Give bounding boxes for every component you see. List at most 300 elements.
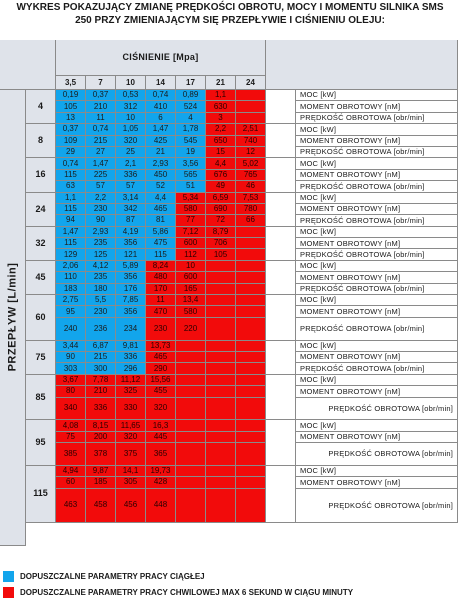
cell-95-21-2 [206, 443, 236, 466]
cell-85-14-1: 455 [146, 386, 176, 397]
cell-32-7-2: 125 [86, 249, 116, 260]
cell-45-14-0: 8,24 [146, 261, 176, 272]
cell-24-7-0: 2,2 [86, 193, 116, 204]
cell-32-24-1 [236, 238, 266, 249]
cell-75-3,5-0: 3,44 [56, 341, 86, 352]
cell-4-17-1: 524 [176, 101, 206, 112]
cell-60-3,5-0: 2,75 [56, 295, 86, 306]
cell-75-10-0: 9,81 [116, 341, 146, 352]
flow-value-24: 24 [26, 193, 56, 227]
cell-24-14-2: 81 [146, 215, 176, 226]
legend-red-swatch [3, 587, 14, 598]
cell-95-17-1 [176, 432, 206, 443]
cell-45-17-0: 10 [176, 261, 206, 272]
param-label-16-1: MOMENT OBROTOWY [nM] [296, 170, 458, 181]
cell-85-10-1: 325 [116, 386, 146, 397]
cell-16-24-1: 765 [236, 170, 266, 181]
cell-8-10-0: 1,05 [116, 124, 146, 135]
cell-45-21-2 [206, 284, 236, 295]
title-line-1: WYKRES POKAZUJĄCY ZMIANĘ PRĘDKOŚCI OBROTU, MOCY I MOMENTU SILNIKA SMS [16, 2, 444, 13]
cell-32-17-1: 600 [176, 238, 206, 249]
param-label-95-1: MOMENT OBROTOWY [nM] [296, 432, 458, 443]
title-line-2: 250 PRZY ZMIENIAJĄCYM SIĘ PRZEPŁYWIE I CIŚNIENIU OLEJU: [75, 14, 385, 26]
cell-32-21-0: 8,79 [206, 227, 236, 238]
spacer-60 [266, 295, 296, 341]
flow-value-75: 75 [26, 341, 56, 375]
cell-24-21-0: 6,59 [206, 193, 236, 204]
cell-4-17-0: 0,89 [176, 90, 206, 101]
cell-16-21-1: 676 [206, 170, 236, 181]
cell-16-7-0: 1,47 [86, 158, 116, 169]
cell-32-24-0 [236, 227, 266, 238]
param-label-45-1: MOMENT OBROTOWY [nM] [296, 272, 458, 283]
cell-45-3,5-2: 183 [56, 284, 86, 295]
cell-95-10-1: 320 [116, 432, 146, 443]
param-label-16-0: MOC [kW] [296, 158, 458, 169]
pressure-7: 24 [236, 76, 266, 90]
cell-60-7-2: 236 [86, 318, 116, 341]
cell-8-14-0: 1,47 [146, 124, 176, 135]
param-label-16-2: PRĘDKOŚĆ OBROTOWA [obr/min] [296, 181, 458, 192]
cell-85-14-2: 320 [146, 398, 176, 421]
cell-24-21-1: 690 [206, 204, 236, 215]
param-label-8-1: MOMENT OBROTOWY [nM] [296, 136, 458, 147]
chart-title [0, 0, 460, 40]
cell-85-24-2 [236, 398, 266, 421]
cell-75-14-2: 290 [146, 363, 176, 374]
cell-95-3,5-0: 4,08 [56, 420, 86, 431]
cell-115-24-0 [236, 466, 266, 477]
cell-4-10-1: 312 [116, 101, 146, 112]
cell-45-7-0: 4,12 [86, 261, 116, 272]
spacer-95 [266, 420, 296, 466]
cell-8-10-2: 25 [116, 147, 146, 158]
cell-60-17-2: 220 [176, 318, 206, 341]
cell-8-3,5-2: 29 [56, 147, 86, 158]
cell-60-24-2 [236, 318, 266, 341]
cell-8-24-1: 740 [236, 136, 266, 147]
cell-115-3,5-1: 60 [56, 477, 86, 488]
cell-60-14-0: 11 [146, 295, 176, 306]
cell-4-3,5-2: 13 [56, 113, 86, 124]
cell-8-7-2: 27 [86, 147, 116, 158]
cell-115-17-0 [176, 466, 206, 477]
param-label-4-2: PRĘDKOŚĆ OBROTOWA [obr/min] [296, 113, 458, 124]
cell-85-17-2 [176, 398, 206, 421]
cell-24-10-1: 342 [116, 204, 146, 215]
cell-4-24-2 [236, 113, 266, 124]
cell-45-10-1: 356 [116, 272, 146, 283]
cell-16-17-0: 3,56 [176, 158, 206, 169]
cell-85-10-2: 330 [116, 398, 146, 421]
spacer-85 [266, 375, 296, 421]
param-label-60-0: MOC [kW] [296, 295, 458, 306]
cell-75-14-0: 13,73 [146, 341, 176, 352]
cell-75-21-2 [206, 363, 236, 374]
cell-60-24-0 [236, 295, 266, 306]
flow-value-8: 8 [26, 124, 56, 158]
cell-24-10-2: 87 [116, 215, 146, 226]
cell-75-10-1: 336 [116, 352, 146, 363]
flow-value-45: 45 [26, 261, 56, 295]
cell-32-14-0: 5,86 [146, 227, 176, 238]
legend-red-text: DOPUSZCZALNE PARAMETRY PRACY CHWILOWEJ MAX 6 SEKUND W CIĄGU MINUTY [20, 587, 354, 597]
cell-24-3,5-1: 115 [56, 204, 86, 215]
cell-85-3,5-2: 340 [56, 398, 86, 421]
cell-4-7-1: 210 [86, 101, 116, 112]
pressure-1: 3,5 [56, 76, 86, 90]
param-label-85-1: MOMENT OBROTOWY [nM] [296, 386, 458, 397]
cell-8-7-0: 0,74 [86, 124, 116, 135]
cell-32-14-2: 115 [146, 249, 176, 260]
cell-95-14-2: 365 [146, 443, 176, 466]
cell-32-7-1: 235 [86, 238, 116, 249]
cell-75-10-2: 296 [116, 363, 146, 374]
cell-95-24-2 [236, 443, 266, 466]
cell-32-10-0: 4,19 [116, 227, 146, 238]
cell-24-3,5-2: 94 [56, 215, 86, 226]
cell-24-24-1: 780 [236, 204, 266, 215]
spacer-4 [266, 90, 296, 124]
cell-115-7-1: 185 [86, 477, 116, 488]
legend-blue-swatch [3, 571, 14, 582]
cell-115-3,5-0: 4,94 [56, 466, 86, 477]
cell-8-14-2: 21 [146, 147, 176, 158]
cell-8-7-1: 215 [86, 136, 116, 147]
cell-32-21-1: 706 [206, 238, 236, 249]
cell-16-10-0: 2,1 [116, 158, 146, 169]
cell-45-3,5-0: 2,06 [56, 261, 86, 272]
cell-8-21-1: 650 [206, 136, 236, 147]
param-label-115-2: PRĘDKOŚĆ OBROTOWA [obr/min] [296, 489, 458, 523]
cell-16-7-1: 225 [86, 170, 116, 181]
cell-16-14-0: 2,93 [146, 158, 176, 169]
cell-45-24-2 [236, 284, 266, 295]
cell-95-7-1: 200 [86, 432, 116, 443]
param-label-60-2: PRĘDKOŚĆ OBROTOWA [obr/min] [296, 318, 458, 341]
cell-16-10-2: 57 [116, 181, 146, 192]
cell-45-14-2: 170 [146, 284, 176, 295]
cell-85-17-0 [176, 375, 206, 386]
cell-95-7-2: 378 [86, 443, 116, 466]
cell-16-3,5-0: 0,74 [56, 158, 86, 169]
flow-value-16: 16 [26, 158, 56, 192]
cell-60-17-1: 580 [176, 306, 206, 317]
cell-4-24-1 [236, 101, 266, 112]
param-label-4-0: MOC [kW] [296, 90, 458, 101]
cell-85-7-0: 7,78 [86, 375, 116, 386]
cell-115-14-2: 448 [146, 489, 176, 523]
cell-75-7-0: 6,87 [86, 341, 116, 352]
cell-16-14-2: 52 [146, 181, 176, 192]
cell-85-3,5-0: 3,67 [56, 375, 86, 386]
param-label-24-0: MOC [kW] [296, 193, 458, 204]
cell-60-14-1: 470 [146, 306, 176, 317]
cell-32-24-2 [236, 249, 266, 260]
cell-24-7-1: 230 [86, 204, 116, 215]
param-label-32-2: PRĘDKOŚĆ OBROTOWA [obr/min] [296, 249, 458, 260]
param-label-8-2: PRĘDKOŚĆ OBROTOWA [obr/min] [296, 147, 458, 158]
cell-95-10-2: 375 [116, 443, 146, 466]
cell-75-21-0 [206, 341, 236, 352]
param-label-75-0: MOC [kW] [296, 341, 458, 352]
cell-4-21-2: 3 [206, 113, 236, 124]
cell-115-10-1: 305 [116, 477, 146, 488]
cell-8-21-0: 2,2 [206, 124, 236, 135]
flow-value-32: 32 [26, 227, 56, 261]
cell-45-10-2: 176 [116, 284, 146, 295]
cell-4-14-1: 410 [146, 101, 176, 112]
cell-115-24-1 [236, 477, 266, 488]
flow-value-115: 115 [26, 466, 56, 523]
cell-95-24-0 [236, 420, 266, 431]
cell-85-21-1 [206, 386, 236, 397]
cell-95-17-0 [176, 420, 206, 431]
cell-85-24-0 [236, 375, 266, 386]
cell-16-21-2: 49 [206, 181, 236, 192]
cell-45-24-1 [236, 272, 266, 283]
cell-24-24-0: 7,53 [236, 193, 266, 204]
pressure-2: 7 [86, 76, 116, 90]
cell-60-10-2: 234 [116, 318, 146, 341]
cell-85-3,5-1: 80 [56, 386, 86, 397]
cell-115-14-0: 19,73 [146, 466, 176, 477]
param-label-24-1: MOMENT OBROTOWY [nM] [296, 204, 458, 215]
cell-4-24-0 [236, 90, 266, 101]
cell-85-14-0: 15,56 [146, 375, 176, 386]
spacer-8 [266, 124, 296, 158]
cell-8-14-1: 425 [146, 136, 176, 147]
param-label-95-0: MOC [kW] [296, 420, 458, 431]
cell-8-17-1: 545 [176, 136, 206, 147]
cell-16-17-1: 565 [176, 170, 206, 181]
param-label-85-2: PRĘDKOŚĆ OBROTOWA [obr/min] [296, 398, 458, 421]
cell-60-7-1: 230 [86, 306, 116, 317]
cell-32-7-0: 2,93 [86, 227, 116, 238]
cell-115-21-1 [206, 477, 236, 488]
cell-60-21-0 [206, 295, 236, 306]
cell-32-3,5-2: 129 [56, 249, 86, 260]
flow-value-60: 60 [26, 295, 56, 341]
param-label-32-1: MOMENT OBROTOWY [nM] [296, 238, 458, 249]
param-label-24-2: PRĘDKOŚĆ OBROTOWA [obr/min] [296, 215, 458, 226]
cell-16-14-1: 450 [146, 170, 176, 181]
cell-24-14-0: 4,4 [146, 193, 176, 204]
cell-8-24-0: 2,51 [236, 124, 266, 135]
param-label-4-1: MOMENT OBROTOWY [nM] [296, 101, 458, 112]
cell-45-10-0: 5,89 [116, 261, 146, 272]
param-label-115-0: MOC [kW] [296, 466, 458, 477]
cell-95-10-0: 11,65 [116, 420, 146, 431]
cell-75-7-1: 215 [86, 352, 116, 363]
spacer-115 [266, 466, 296, 523]
cell-4-7-2: 11 [86, 113, 116, 124]
cell-60-3,5-2: 240 [56, 318, 86, 341]
cell-85-7-2: 336 [86, 398, 116, 421]
spacer-75 [266, 341, 296, 375]
cell-95-24-1 [236, 432, 266, 443]
cell-115-21-0 [206, 466, 236, 477]
cell-24-17-0: 5,34 [176, 193, 206, 204]
param-label-85-0: MOC [kW] [296, 375, 458, 386]
cell-115-24-2 [236, 489, 266, 523]
legend-blue-text: DOPUSZCZALNE PARAMETRY PRACY CIĄGŁEJ [20, 571, 205, 581]
param-label-75-1: MOMENT OBROTOWY [nM] [296, 352, 458, 363]
cell-95-3,5-1: 75 [56, 432, 86, 443]
cell-45-24-0 [236, 261, 266, 272]
param-header-corner [266, 40, 458, 90]
cell-24-7-2: 90 [86, 215, 116, 226]
cell-85-10-0: 11,12 [116, 375, 146, 386]
cell-75-17-2 [176, 363, 206, 374]
cell-115-14-1: 428 [146, 477, 176, 488]
cell-95-21-0 [206, 420, 236, 431]
flow-axis-label [0, 90, 26, 546]
cell-4-10-2: 10 [116, 113, 146, 124]
cell-75-24-1 [236, 352, 266, 363]
cell-4-21-0: 1,1 [206, 90, 236, 101]
cell-60-21-2 [206, 318, 236, 341]
cell-115-10-2: 456 [116, 489, 146, 523]
flow-value-95: 95 [26, 420, 56, 466]
cell-45-3,5-1: 110 [56, 272, 86, 283]
header-corner [0, 40, 56, 90]
cell-75-17-0 [176, 341, 206, 352]
cell-24-17-2: 77 [176, 215, 206, 226]
cell-4-14-0: 0,74 [146, 90, 176, 101]
cell-24-14-1: 465 [146, 204, 176, 215]
cell-4-10-0: 0,53 [116, 90, 146, 101]
cell-8-10-1: 320 [116, 136, 146, 147]
cell-95-14-0: 16,3 [146, 420, 176, 431]
cell-60-7-0: 5,5 [86, 295, 116, 306]
param-label-60-1: MOMENT OBROTOWY [nM] [296, 306, 458, 317]
cell-85-17-1 [176, 386, 206, 397]
param-label-45-2: PRĘDKOŚĆ OBROTOWA [obr/min] [296, 284, 458, 295]
cell-115-3,5-2: 463 [56, 489, 86, 523]
legend-continuous [0, 568, 460, 584]
cell-16-17-2: 51 [176, 181, 206, 192]
cell-45-21-0 [206, 261, 236, 272]
cell-32-17-2: 112 [176, 249, 206, 260]
cell-24-3,5-0: 1,1 [56, 193, 86, 204]
cell-45-7-2: 180 [86, 284, 116, 295]
param-label-115-1: MOMENT OBROTOWY [nM] [296, 477, 458, 488]
cell-115-10-0: 14,1 [116, 466, 146, 477]
pressure-6: 21 [206, 76, 236, 90]
cell-4-21-1: 630 [206, 101, 236, 112]
cell-95-3,5-2: 385 [56, 443, 86, 466]
cell-4-14-2: 6 [146, 113, 176, 124]
cell-95-14-1: 445 [146, 432, 176, 443]
cell-45-21-1 [206, 272, 236, 283]
cell-60-10-1: 356 [116, 306, 146, 317]
cell-4-3,5-0: 0,19 [56, 90, 86, 101]
cell-75-24-0 [236, 341, 266, 352]
cell-32-10-1: 356 [116, 238, 146, 249]
cell-16-24-0: 5,02 [236, 158, 266, 169]
cell-32-14-1: 475 [146, 238, 176, 249]
cell-8-17-0: 1,78 [176, 124, 206, 135]
cell-75-14-1: 465 [146, 352, 176, 363]
cell-4-3,5-1: 105 [56, 101, 86, 112]
pressure-header: CIŚNIENIE [Mpa] [56, 40, 266, 76]
cell-115-7-0: 9,87 [86, 466, 116, 477]
cell-8-3,5-1: 109 [56, 136, 86, 147]
cell-32-3,5-0: 1,47 [56, 227, 86, 238]
cell-4-7-0: 0,37 [86, 90, 116, 101]
cell-8-3,5-0: 0,37 [56, 124, 86, 135]
cell-95-21-1 [206, 432, 236, 443]
pressure-5: 17 [176, 76, 206, 90]
cell-16-24-2: 46 [236, 181, 266, 192]
cell-16-3,5-1: 115 [56, 170, 86, 181]
cell-16-7-2: 57 [86, 181, 116, 192]
cell-32-17-0: 7,12 [176, 227, 206, 238]
legend-intermittent [0, 584, 460, 600]
param-label-45-0: MOC [kW] [296, 261, 458, 272]
cell-115-17-1 [176, 477, 206, 488]
cell-24-17-1: 580 [176, 204, 206, 215]
cell-45-14-1: 480 [146, 272, 176, 283]
cell-85-24-1 [236, 386, 266, 397]
cell-75-24-2 [236, 363, 266, 374]
flow-axis-text: PRZEPŁYW [L/min] [6, 262, 19, 372]
cell-8-21-2: 15 [206, 147, 236, 158]
cell-115-21-2 [206, 489, 236, 523]
cell-60-21-1 [206, 306, 236, 317]
cell-45-17-2: 165 [176, 284, 206, 295]
spacer-45 [266, 261, 296, 295]
param-label-75-2: PRĘDKOŚĆ OBROTOWA [obr/min] [296, 363, 458, 374]
cell-60-3,5-1: 95 [56, 306, 86, 317]
param-label-8-0: MOC [kW] [296, 124, 458, 135]
cell-24-10-0: 3,14 [116, 193, 146, 204]
cell-4-17-2: 4 [176, 113, 206, 124]
pressure-3: 10 [116, 76, 146, 90]
cell-16-10-1: 336 [116, 170, 146, 181]
cell-32-10-2: 121 [116, 249, 146, 260]
cell-115-7-2: 458 [86, 489, 116, 523]
cell-60-24-1 [236, 306, 266, 317]
cell-85-21-2 [206, 398, 236, 421]
cell-45-17-1: 600 [176, 272, 206, 283]
flow-value-85: 85 [26, 375, 56, 421]
cell-45-7-1: 235 [86, 272, 116, 283]
pressure-4: 14 [146, 76, 176, 90]
spacer-24 [266, 193, 296, 227]
cell-60-14-2: 230 [146, 318, 176, 341]
cell-115-17-2 [176, 489, 206, 523]
cell-75-17-1 [176, 352, 206, 363]
cell-8-17-2: 19 [176, 147, 206, 158]
cell-8-24-2: 12 [236, 147, 266, 158]
parameter-table [0, 40, 458, 546]
cell-32-3,5-1: 115 [56, 238, 86, 249]
param-label-32-0: MOC [kW] [296, 227, 458, 238]
flow-value-4: 4 [26, 90, 56, 124]
cell-24-21-2: 72 [206, 215, 236, 226]
cell-75-7-2: 300 [86, 363, 116, 374]
cell-95-7-0: 8,15 [86, 420, 116, 431]
cell-32-21-2: 105 [206, 249, 236, 260]
cell-95-17-2 [176, 443, 206, 466]
spacer-16 [266, 158, 296, 192]
cell-85-7-1: 210 [86, 386, 116, 397]
cell-75-21-1 [206, 352, 236, 363]
cell-16-3,5-2: 63 [56, 181, 86, 192]
spacer-32 [266, 227, 296, 261]
